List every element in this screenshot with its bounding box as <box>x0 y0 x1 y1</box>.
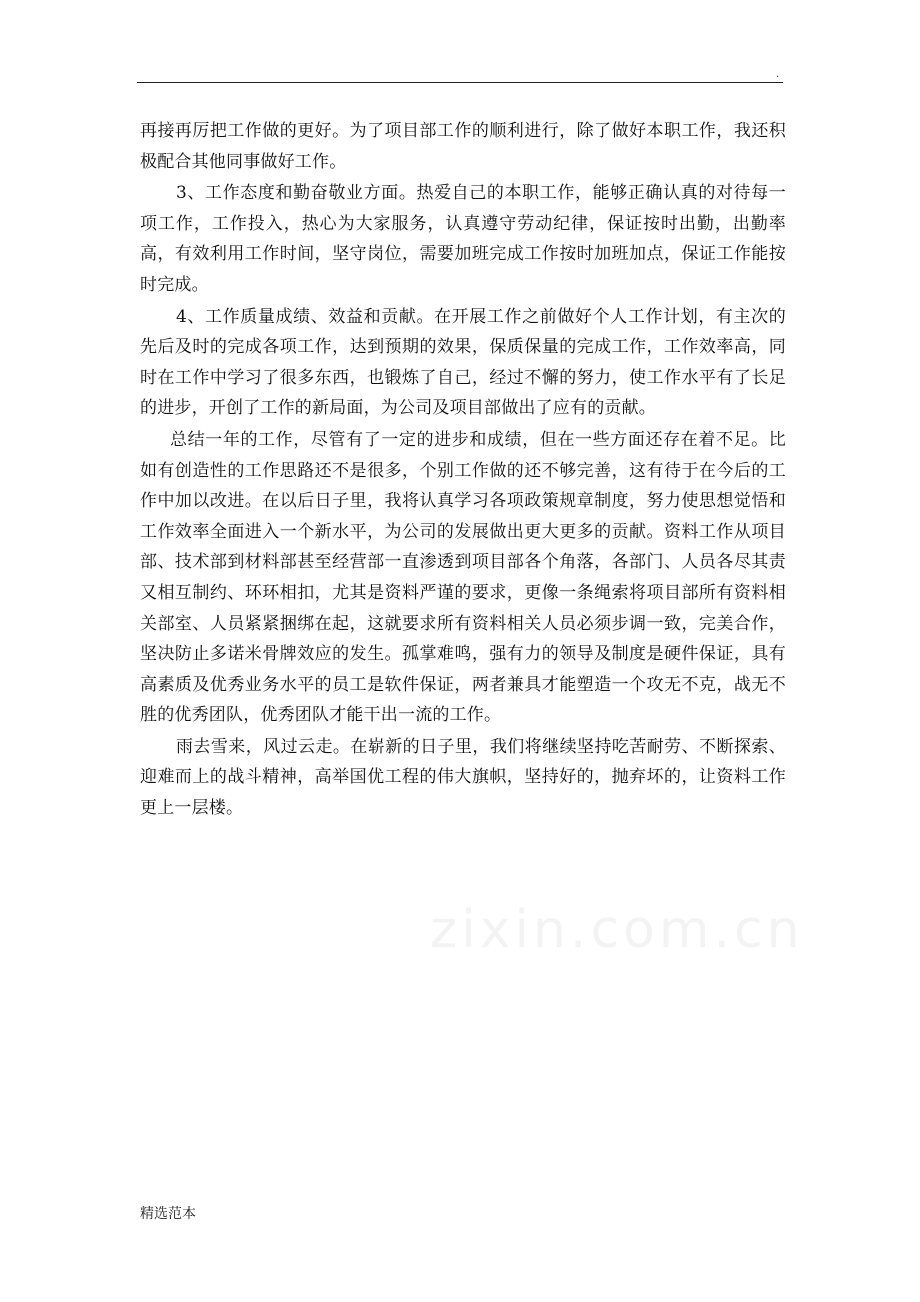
paragraph-summary: 总结一年的工作，尽管有了一定的进步和成绩，但在一些方面还存在着不足。比如有创造性的工作思路还不是很多，个别工作做的还不够完善，这有待于在今后的工作中加以改进。在以后日子里，我将认真学习各项政策规章制度，努力使思想觉悟和工作效率全面进入一个新水平，为公司的发展做出更大更多的贡献。资料工作从项目部、技术部到材料部甚至经营部一直渗透到项目部各个角落，各部门、人员各尽其责又相互制约、环环相扣，尤其是资料严谨的要求，更像一条绳索将项目部所有资料相关部室、人员紧紧捆绑在起，这就要求所有资料相关人员必须步调一致，完美合作，坚决防止多诺米骨牌效应的发生。孤掌难鸣，强有力的领导及制度是硬件保证，具有高素质及优秀业务水平的员工是软件保证，两者兼具才能塑造一个攻无不克，战无不胜的优秀团队，优秀团队才能干出一流的工作。 <box>140 429 786 726</box>
watermark: zixin.com.cn <box>430 900 804 960</box>
paragraph-closing: 雨去雪来，风过云走。在崭新的日子里，我们将继续坚持吃苦耐劳、不断探索、迎难而上的战斗精神，高举国优工程的伟大旗帜，坚持好的，抛弃坏的，让资料工作更上一层楼。 <box>140 736 786 819</box>
paragraph-continuation: 再接再厉把工作做的更好。为了项目部工作的顺利进行，除了做好本职工作，我还积极配合其他同事做好工作。 <box>140 121 786 172</box>
header-rule <box>137 82 783 83</box>
paragraph-work-attitude: 3、工作态度和勤奋敬业方面。热爱自己的本职工作，能够正确认真的对待每一项工作，工作投入，热心为大家服务，认真遵守劳动纪律，保证按时出勤，出勤率高，有效利用工作时间，坚守岗位，需要加班完成工作按时加班加点，保证工作能按时完成。 <box>140 183 786 295</box>
paragraph-work-quality: 4、工作质量成绩、效益和贡献。在开展工作之前做好个人工作计划，有主次的先后及时的完成各项工作，达到预期的效果，保质保量的完成工作，工作效率高，同时在工作中学习了很多东西，也锻炼了自己，经过不懈的努力，使工作水平有了长足的进步，开创了工作的新局面，为公司及项目部做出了应有的贡献。 <box>140 306 786 419</box>
document-body <box>140 116 786 825</box>
footer-label: 精选范本 <box>140 1206 196 1222</box>
header-dot: . <box>776 69 780 80</box>
